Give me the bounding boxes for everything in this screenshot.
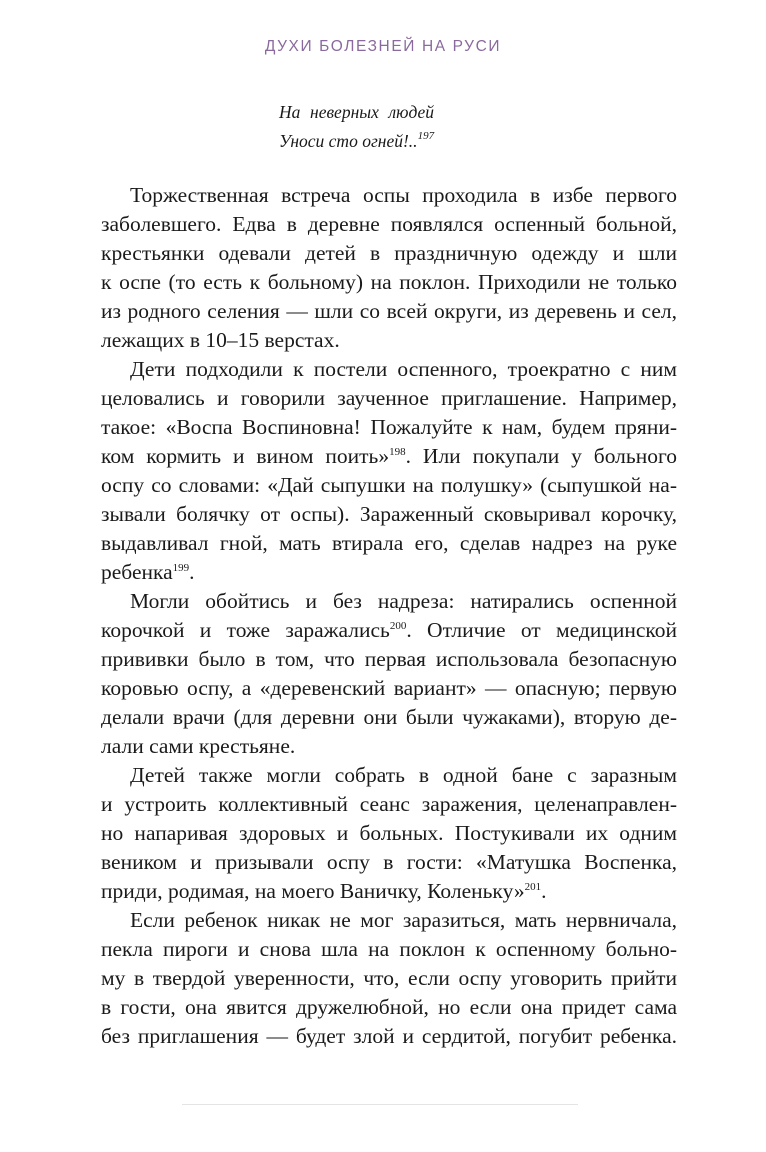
epigraph-line-2 <box>279 127 434 156</box>
paragraph-2 <box>101 355 677 587</box>
text-line: к оспе (то есть к больному) на поклон. Приходили не только <box>101 270 677 294</box>
epigraph <box>279 98 434 156</box>
epigraph-line-2-text: Уноси сто огней!.. <box>279 131 418 151</box>
text-line: целовались и говорили заученное приглашение. Например, <box>101 386 677 410</box>
text-segment: ком кормить и вином поить» <box>101 444 390 468</box>
text-line: делали врачи (для деревни они были чужаками), вторую де- <box>101 705 677 729</box>
text-line: лали сами крестьяне. <box>101 734 296 758</box>
text-line <box>101 442 677 471</box>
text-line: Торжественная встреча оспы проходила в избе первого <box>130 183 677 207</box>
text-segment: корочкой и тоже заражались <box>101 618 390 642</box>
text-line: Детей также могли собрать в одной бане с заразным <box>130 763 677 787</box>
footnote-ref-197: 197 <box>417 130 435 142</box>
text-line: такое: «Воспа Воспиновна! Пожалуйте к нам, будем пряни- <box>101 415 677 439</box>
text-line: крестьянки одевали детей в праздничную одежду и шли <box>101 241 677 265</box>
text-line: пекла пироги и снова шла на поклон к оспенному больно- <box>101 937 677 961</box>
paragraph-1 <box>101 181 677 355</box>
paragraph-4 <box>101 761 677 906</box>
text-line: Если ребенок никак не мог заразиться, мать нервничала, <box>130 908 677 932</box>
text-line: му в твердой уверенности, что, если оспу уговорить прийти <box>101 966 677 990</box>
footnote-ref-200: 200 <box>389 620 407 632</box>
text-line: Могли обойтись и без надреза: натирались оспенной <box>130 589 677 613</box>
text-line: выдавливал гной, мать втирала его, сделав надрез на руке <box>101 531 677 555</box>
paragraph-5 <box>101 906 677 1051</box>
paragraph-3 <box>101 587 677 761</box>
text-line: веником и призывали оспу в гости: «Матушка Воспенка, <box>101 850 677 874</box>
text-line <box>101 877 677 906</box>
page-bottom-rule <box>182 1104 578 1105</box>
footnote-ref-201: 201 <box>524 881 542 893</box>
body-text <box>101 181 677 1051</box>
epigraph-line-1: На неверных людей <box>279 102 435 122</box>
text-line: но напаривая здоровых и больных. Постукивали их одним <box>101 821 677 845</box>
text-line: и устроить коллективный сеанс заражения, целенаправлен- <box>101 792 677 816</box>
text-line: в гости, она явится дружелюбной, но если она придет сама <box>101 995 677 1019</box>
text-line: лежащих в 10–15 верстах. <box>101 328 340 352</box>
text-line: заболевшего. Едва в деревне появлялся оспенный больной, <box>101 212 677 236</box>
footnote-ref-199: 199 <box>172 562 190 574</box>
text-line <box>101 616 677 645</box>
text-line: оспу со словами: «Дай сыпушки на полушку» (сыпушкой на- <box>101 473 677 497</box>
running-head: ДУХИ БОЛЕЗНЕЙ НА РУСИ <box>264 38 502 55</box>
text-line: зывали болячку от оспы). Зараженный сковыривал корочку, <box>101 502 677 526</box>
text-segment: . <box>189 560 195 584</box>
footnote-ref-198: 198 <box>389 446 406 458</box>
text-segment: ребенка <box>101 560 173 584</box>
text-line: прививки было в том, что первая использовала безопасную <box>101 647 677 671</box>
text-segment: . Отличие от медицинской <box>406 618 677 642</box>
text-segment: приди, родимая, на моего Ваничку, Коленьку» <box>101 879 525 903</box>
text-line: Дети подходили к постели оспенного, троекратно с ним <box>130 357 677 381</box>
text-segment: . <box>541 879 547 903</box>
text-line <box>101 558 677 587</box>
text-line: коровью оспу, а «деревенский вариант» — опасную; первую <box>101 676 677 700</box>
text-line: из родного селения — шли со всей округи, из деревень и сел, <box>101 299 677 323</box>
text-line: без приглашения — будет злой и сердитой, погубит ребенка. <box>101 1024 677 1048</box>
text-segment: . Или покупали у больного <box>405 444 678 468</box>
